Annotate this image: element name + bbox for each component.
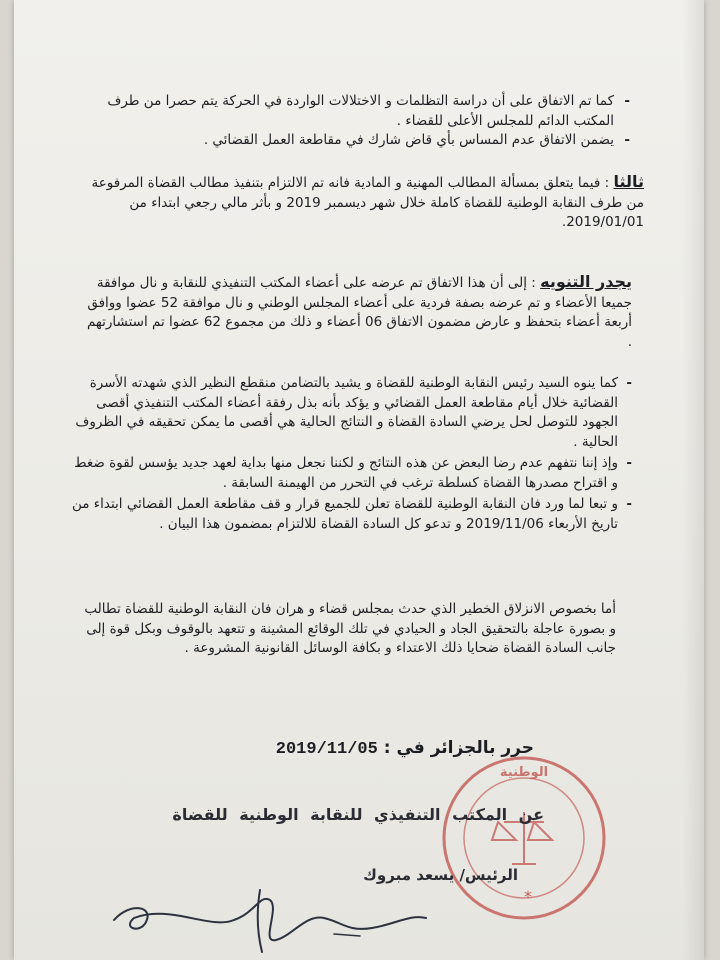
statement-bullet-3: - و تبعا لما ورد فان النقابة الوطنية للقضاة تعلن للجميع قرار و قف مقاطعة العمل القضائي ابتداء من تاريخ الأربعاء 2019/11/06 و تدعو كل السادة القضاة للالتزام بمضمون هذا البيان .: [70, 495, 632, 534]
document-page: [14, 0, 704, 960]
notice-body: : إلى أن هذا الاتفاق تم عرضه على أعضاء المكتب التنفيذي للنقابة و نال موافقة جميعا الأعضاء و تم عرضه بصفة فردية على أعضاء المجلس الوطني و نال موافقة 52 عضوا ووافق أربعة أعضاء بتحفظ و عارض مضمون الاتفاق 06 أعضاء و ذلك من مجموع 62 عضوا تم استشارتهم .: [86, 275, 632, 350]
dateline-label: حرر بالجزائر في :: [383, 738, 534, 758]
closing-paragraph: أما بخصوص الانزلاق الخطير الذي حدث بمجلس قضاء و هران فان النقابة الوطنية للقضاة تطالب و بصورة عاجلة بالتحقيق الجاد و الحيادي في تلك الوقائع المشينة و تتعهد بالوقوف وبكل قوة إلى جانب السادة القضاة ضحايا ذلك الاعتداء و بكافة الوسائل القانونية المشروعة .: [84, 601, 616, 656]
notice-heading: يجدر التنويه: [540, 272, 632, 291]
notice-paragraph: [84, 272, 632, 352]
official-stamp: [432, 752, 610, 928]
intro-bullet-1: - كما تم الاتفاق على أن دراسة التظلمات و الاختلالات الواردة في الحركة يتم حصرا من طرف المكتب الدائم للمجلس الأعلى للقضاء .: [84, 92, 630, 131]
statement-bullet-1: - كما ينوه السيد رئيس النقابة الوطنية للقضاة و يشيد بالتضامن منقطع النظير الذي شهدته الأسرة القضائية خلال أيام مقاطعة العمل القضائي و يؤكد بأنه بذل رفقة أعضاء المكتب التنفيذي أقصى الجهود للتوصل لحل يرضي السادة القضاة و النتائج الحالية هي أقصى ما يمكن تحقيقه في الظروف الحالية .: [70, 374, 632, 452]
signature-organization: عن المكتب التنفيذي للنقابة الوطنية للقضاة: [172, 805, 544, 824]
section-three-heading: ثالثا: [613, 172, 644, 191]
stamp-star-icon: *: [524, 887, 532, 906]
section-three: [86, 172, 644, 233]
president-name: الرئيس/ يسعد مبروك: [363, 866, 518, 884]
stamp-text: الوطنية: [499, 765, 549, 780]
section-three-body: : فيما يتعلق بمسألة المطالب المهنية و المادية فانه تم الالتزام بتنفيذ مطالب القضاة المرفوعة من طرف النقابة الوطنية للقضاة كاملة خلال شهر ديسمبر 2019 و بأثر مالي رجعي ابتداء من 2019/01/01.: [91, 175, 644, 230]
dateline-date: 2019/11/05: [275, 740, 378, 759]
handwritten-signature: [110, 884, 430, 956]
statement-bullet-list: [70, 374, 632, 536]
intro-bullet-2: - يضمن الاتفاق عدم المساس بأي قاض شارك في مقاطعة العمل القضائي .: [84, 131, 630, 151]
page-edge-shadow: [682, 0, 704, 960]
statement-bullet-2: - وإذ إننا نتفهم عدم رضا البعض عن هذه النتائج و لكننا نجعل منها بداية لعهد جديد يؤسس لقوة ضغط و اقتراح مصدرها القضاة كسلطة ترغب في التحرر من الهيمنة السابقة .: [70, 454, 632, 493]
intro-bullet-list: [84, 92, 630, 151]
